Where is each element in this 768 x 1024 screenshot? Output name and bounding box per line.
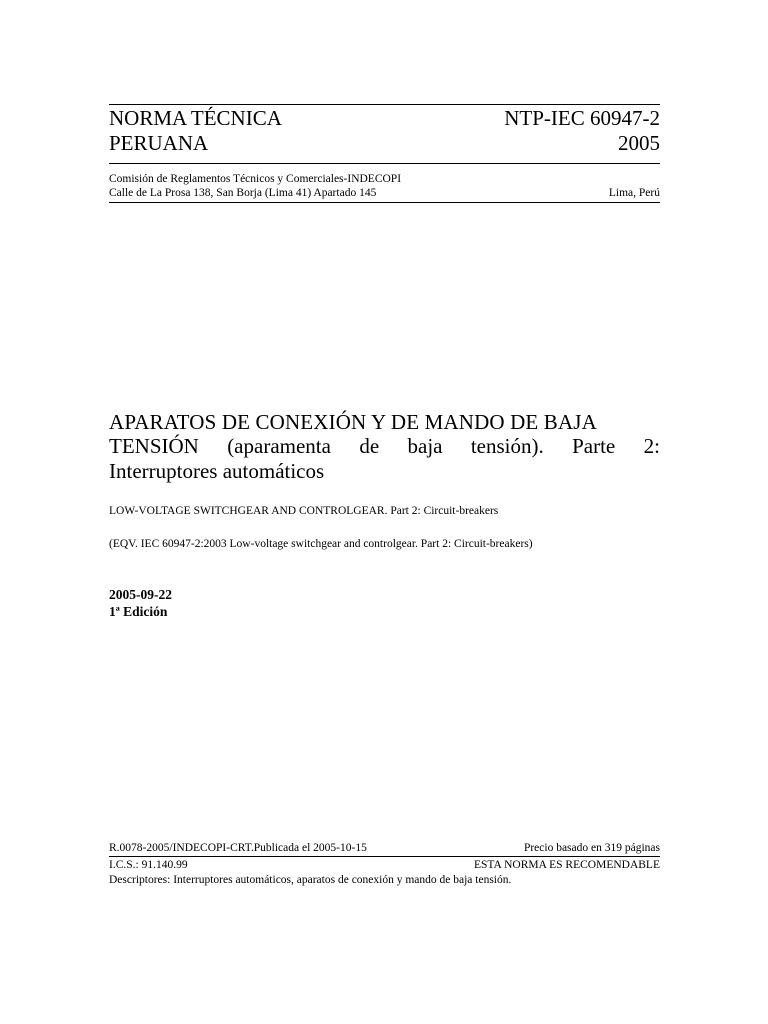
header-top-rule (109, 104, 660, 105)
publisher-row-1 (109, 172, 660, 186)
main-title-line2-word: tensión). (470, 434, 544, 458)
header-row-2 (109, 131, 660, 155)
main-title-line2-word: 2: (643, 434, 660, 458)
main-title-line3: Interruptores automáticos (109, 459, 325, 483)
main-title-block (109, 410, 660, 483)
publication-date: 2005-09-22 (109, 587, 172, 602)
main-title-line2-word: Parte (572, 434, 616, 458)
main-title-line2-word: baja (407, 434, 443, 458)
norm-title-line2: PERUANA (109, 131, 209, 155)
header-bottom-rule (109, 163, 660, 164)
publisher-row-2 (109, 186, 660, 200)
resolution-text: R.0078-2005/INDECOPI-CRT.Publicada el 2005-10-15 (109, 842, 367, 854)
publisher-address: Calle de La Prosa 138, San Borja (Lima 41) Apartado 145 (109, 187, 377, 199)
main-title-line2-word: de (359, 434, 380, 458)
norm-code: NTP-IEC 60947-2 (504, 106, 660, 130)
recommendation-text: ESTA NORMA ES RECOMENDABLE (474, 859, 660, 871)
footer-row-1 (109, 841, 660, 855)
publisher-city: Lima, Perú (608, 187, 660, 199)
publisher-name: Comisión de Reglamentos Técnicos y Comerciales-INDECOPI (109, 173, 402, 185)
footer-row-3 (109, 873, 660, 887)
descriptors-text: Descriptores: Interruptores automáticos, aparatos de conexión y mando de baja tensión. (109, 874, 512, 886)
main-title-row-3 (109, 459, 660, 483)
main-title-row-2 (109, 434, 660, 459)
header-row-1 (109, 106, 660, 130)
main-title-line2-word: (aparamenta (227, 434, 331, 458)
main-title-line2-word: TENSIÓN (109, 434, 199, 458)
norm-year: 2005 (618, 131, 660, 155)
main-title-line1: APARATOS DE CONEXIÓN Y DE MANDO DE BAJA (109, 410, 597, 434)
edition-label: 1ª Edición (109, 604, 168, 619)
norm-title-line1: NORMA TÉCNICA (109, 106, 282, 130)
ics-code: I.C.S.: 91.140.99 (109, 859, 188, 871)
price-text: Precio basado en 319 páginas (523, 842, 660, 854)
equivalence-note: (EQV. IEC 60947-2:2003 Low-voltage switchgear and controlgear. Part 2: Circuit-breakers) (109, 538, 533, 550)
publisher-bottom-rule (109, 202, 660, 203)
main-title-row-1 (109, 410, 660, 434)
footer-rule (109, 856, 660, 857)
footer-row-2 (109, 858, 660, 872)
english-title: LOW-VOLTAGE SWITCHGEAR AND CONTROLGEAR. Part 2: Circuit-breakers (109, 505, 499, 517)
